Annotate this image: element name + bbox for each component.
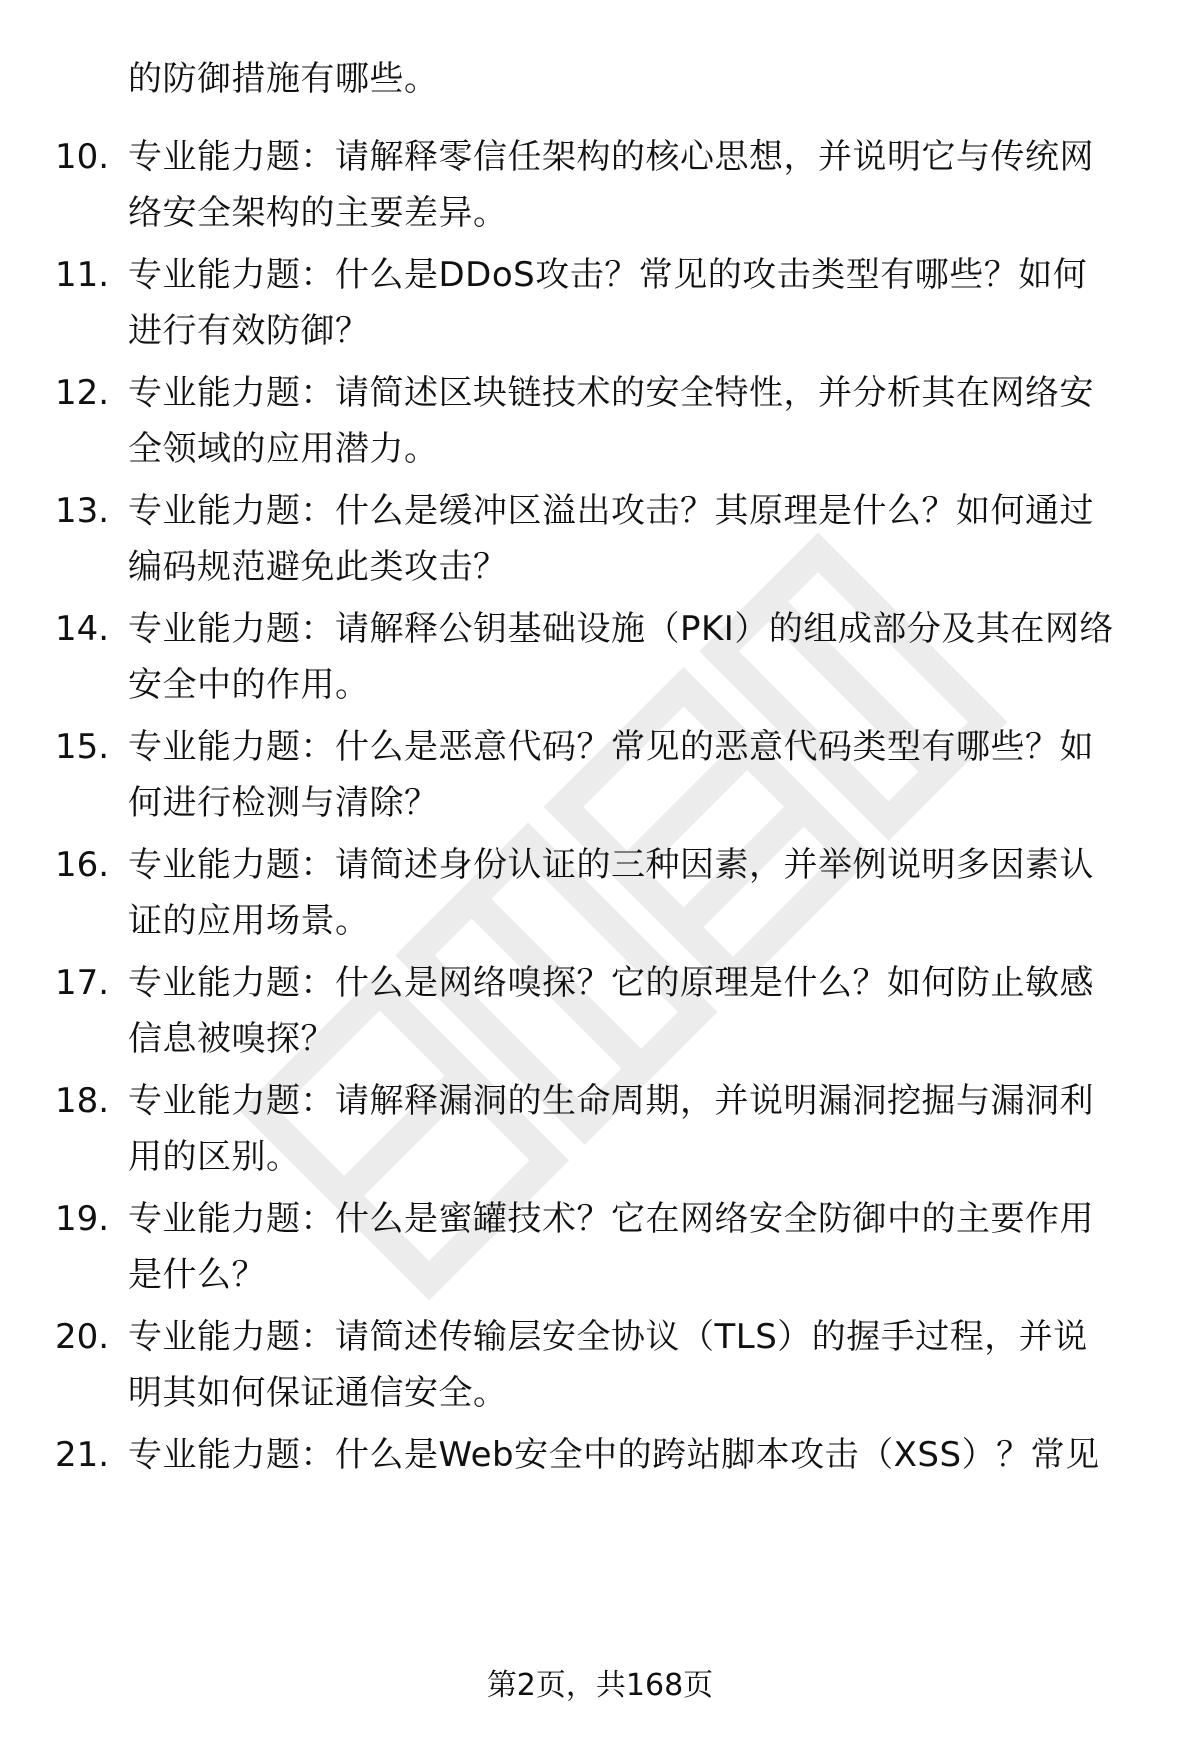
item-text-line2: 信息被嗅探？ (128, 1019, 335, 1059)
item-text-line1: 专业能力题：请解释公钥基础设施（PKI）的组成部分及其在网络 (128, 609, 1114, 649)
item-text-line1: 专业能力题：请解释漏洞的生命周期，并说明漏洞挖掘与漏洞利 (128, 1081, 1094, 1121)
list-item (0, 841, 1200, 951)
item-text-line1: 专业能力题：什么是DDoS攻击？常见的攻击类型有哪些？如何 (128, 255, 1088, 295)
item-number: 12. (55, 373, 110, 413)
item-number: 21. (55, 1435, 110, 1475)
item-text-line1: 专业能力题：请解释零信任架构的核心思想，并说明它与传统网 (128, 137, 1094, 177)
item-number: 17. (55, 963, 110, 1003)
item-number: 11. (55, 255, 110, 295)
list-item (0, 487, 1200, 597)
intro-continuation: 的防御措施有哪些。 (128, 59, 439, 99)
item-text-line1: 专业能力题：请简述传输层安全协议（TLS）的握手过程，并说 (128, 1317, 1088, 1357)
item-text-line2: 用的区别。 (128, 1137, 301, 1177)
item-text-line2: 证的应用场景。 (128, 901, 370, 941)
page-number-footer: 第2页，共168页 (486, 1668, 714, 1703)
list-item (0, 251, 1200, 361)
list-item (0, 723, 1200, 833)
list-item (0, 1077, 1200, 1187)
item-number: 14. (55, 609, 110, 649)
item-text-line2: 进行有效防御？ (128, 311, 370, 351)
item-text-line2: 明其如何保证通信安全。 (128, 1373, 508, 1413)
item-number: 13. (55, 491, 110, 531)
item-text-line2: 是什么？ (128, 1255, 266, 1295)
item-text-line1: 专业能力题：什么是恶意代码？常见的恶意代码类型有哪些？如 (128, 727, 1094, 767)
item-text-line1: 专业能力题：请简述身份认证的三种因素，并举例说明多因素认 (128, 845, 1094, 885)
item-text-line1: 专业能力题：请简述区块链技术的安全特性，并分析其在网络安 (128, 373, 1094, 413)
item-number: 20. (55, 1317, 110, 1357)
item-text-line1: 专业能力题：什么是网络嗅探？它的原理是什么？如何防止敏感 (128, 963, 1094, 1003)
list-item (0, 1431, 1200, 1541)
item-number: 10. (55, 137, 110, 177)
item-number: 16. (55, 845, 110, 885)
item-number: 18. (55, 1081, 110, 1121)
item-text-line2: 安全中的作用。 (128, 665, 370, 705)
item-text-line1: 专业能力题：什么是蜜罐技术？它在网络安全防御中的主要作用 (128, 1199, 1094, 1239)
item-text-line2: 全领域的应用潜力。 (128, 429, 439, 469)
list-item (0, 133, 1200, 243)
item-text-line1: 专业能力题：什么是Web安全中的跨站脚本攻击（XSS）？常见 (128, 1435, 1100, 1475)
item-text-line2: 络安全架构的主要差异。 (128, 193, 508, 233)
item-text-line2: 编码规范避免此类攻击？ (128, 547, 508, 587)
item-text-line2: 何进行检测与清除？ (128, 783, 439, 823)
item-number: 15. (55, 727, 110, 767)
list-item (0, 369, 1200, 479)
item-number: 19. (55, 1199, 110, 1239)
list-item (0, 959, 1200, 1069)
list-item (0, 1313, 1200, 1423)
list-item (0, 1195, 1200, 1305)
list-item (0, 605, 1200, 715)
item-text-line1: 专业能力题：什么是缓冲区溢出攻击？其原理是什么？如何通过 (128, 491, 1094, 531)
